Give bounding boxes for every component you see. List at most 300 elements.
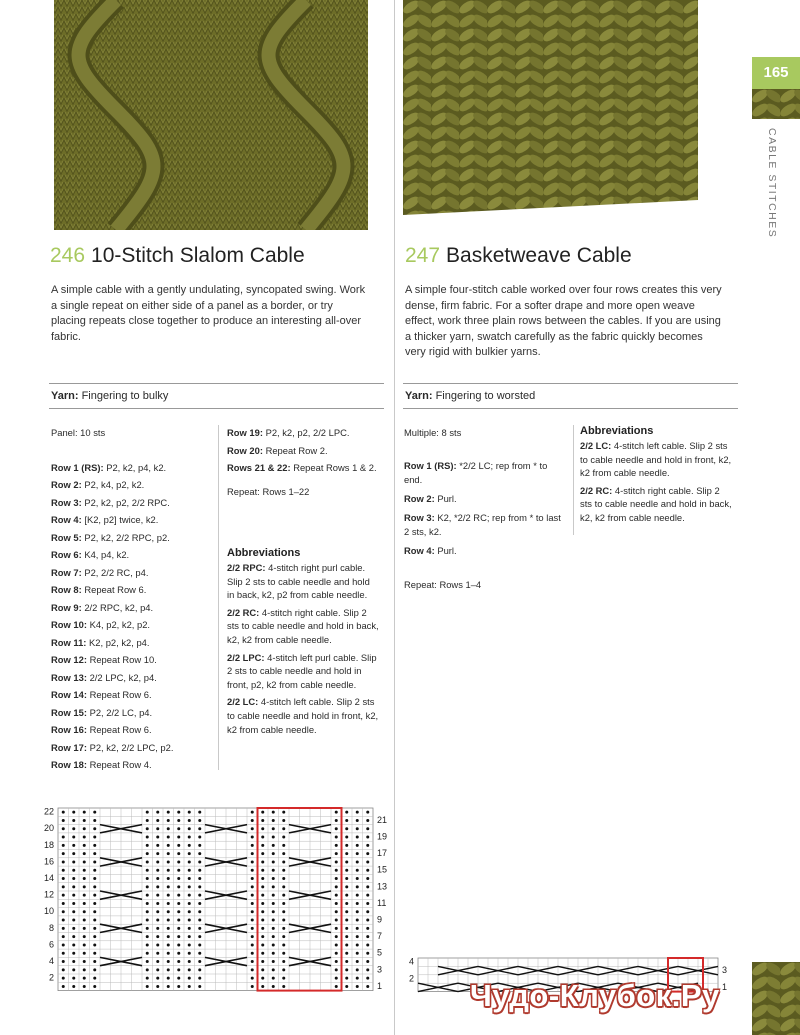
pattern-247-abbreviations [580,425,732,529]
purl-dot [83,919,86,922]
purl-dot [177,852,180,855]
purl-dot [93,894,96,897]
purl-dot [177,827,180,830]
purl-dot [177,977,180,980]
purl-dot [335,860,338,863]
purl-dot [282,819,285,822]
row-instructions [51,459,211,774]
purl-dot [251,894,254,897]
row-label: Row 18: [51,759,87,770]
purl-dot [146,827,149,830]
purl-dot [156,977,159,980]
purl-dot [272,860,275,863]
purl-dot [251,869,254,872]
purl-dot [146,836,149,839]
purl-dot [188,894,191,897]
purl-dot [72,910,75,913]
purl-dot [345,927,348,930]
purl-dot [62,827,65,830]
purl-dot [72,952,75,955]
purl-dot [335,869,338,872]
purl-dot [198,894,201,897]
purl-dot [282,985,285,988]
pattern-247-yarn [403,383,738,409]
purl-dot [272,852,275,855]
purl-dot [345,860,348,863]
purl-dot [356,860,359,863]
purl-dot [177,869,180,872]
purl-dot [251,902,254,905]
purl-dot [93,836,96,839]
purl-dot [156,902,159,905]
purl-dot [356,902,359,905]
purl-dot [167,985,170,988]
purl-dot [366,985,369,988]
purl-dot [356,910,359,913]
purl-dot [93,935,96,938]
purl-dot [62,960,65,963]
yarn-label: Yarn: [405,390,433,402]
purl-dot [72,943,75,946]
purl-dot [156,827,159,830]
purl-dot [62,919,65,922]
purl-dot [188,927,191,930]
chart-row-number: 20 [43,823,54,834]
row-label: Row 12: [51,654,87,665]
row-label: Row 13: [51,671,87,683]
row-text: 2/2 LPC, k2, p4. [89,671,157,683]
abbreviation-term: 2/2 RPC: [227,562,266,573]
purl-dot [251,844,254,847]
purl-dot [272,977,275,980]
purl-dot [251,919,254,922]
purl-dot [146,935,149,938]
purl-dot [335,952,338,955]
pattern-247-name: Basketweave Cable [446,244,632,267]
purl-dot [93,968,96,971]
purl-dot [356,819,359,822]
instruction-row [404,544,564,558]
chart-row-number: 5 [377,947,383,958]
purl-dot [366,960,369,963]
instruction-row [51,564,211,582]
purl-dot [177,927,180,930]
purl-dot [167,960,170,963]
chart-row-number: 1 [377,980,383,991]
instruction-row [51,529,211,547]
row-text: P2, k2, 2/2 RPC, p2. [84,531,170,543]
purl-dot [177,877,180,880]
purl-dot [335,910,338,913]
purl-dot [156,910,159,913]
instruction-row [227,459,377,477]
purl-dot [366,819,369,822]
row-text: K2, *2/2 RC; rep from * to last 2 sts, k2. [404,511,561,537]
purl-dot [198,985,201,988]
pattern-247-description: A simple four-stitch cable worked over four rows creates this very dense, firm fabric. For a softer drape and more open weave effect, work three plain rows between the cables. If you are using a thicker yarn, swatch carefully as the fabric quickly becomes very rigid with bulkier yarns. [405,284,722,359]
purl-dot [251,819,254,822]
purl-dot [146,977,149,980]
row-text: Purl. [437,492,457,504]
purl-dot [83,910,86,913]
row-text: K4, p4, k2. [84,549,130,560]
purl-dot [62,902,65,905]
pattern-246-title [50,244,305,268]
chart-row-number: 3 [377,964,383,975]
purl-dot [72,927,75,930]
purl-dot [366,836,369,839]
purl-dot [345,885,348,888]
purl-dot [72,827,75,830]
row-text: P2, k2, 2/2 LPC, p2. [89,741,174,753]
purl-dot [72,819,75,822]
purl-dot [251,977,254,980]
purl-dot [366,844,369,847]
purl-dot [261,852,264,855]
instruction-row [51,634,211,652]
purl-dot [272,960,275,963]
instruction-row [227,442,377,460]
purl-dot [146,902,149,905]
purl-dot [198,852,201,855]
instruction-row [51,459,211,477]
purl-dot [282,852,285,855]
purl-dot [356,943,359,946]
purl-dot [146,811,149,814]
purl-dot [261,869,264,872]
instruction-row [404,459,564,487]
purl-dot [198,919,201,922]
purl-dot [146,860,149,863]
chart-row-number: 4 [408,956,414,967]
purl-dot [93,852,96,855]
purl-dot [93,952,96,955]
instruction-row [51,494,211,512]
chart-row-number: 18 [43,839,54,850]
abbreviation-definition: 4-stitch left purl cable. Slip 2 sts to cable needle and hold in front, p2, k2 from cable needle. [227,651,377,690]
purl-dot [345,827,348,830]
purl-dot [177,919,180,922]
purl-dot [198,960,201,963]
purl-dot [261,811,264,814]
corner-swatch-image [752,962,800,1035]
purl-dot [72,968,75,971]
purl-dot [345,869,348,872]
purl-dot [251,952,254,955]
instruction-row [51,651,211,669]
purl-dot [93,877,96,880]
row-label: Row 3: [404,511,435,523]
purl-dot [188,935,191,938]
purl-dot [93,977,96,980]
purl-dot [93,844,96,847]
chart-row-number: 7 [377,931,383,942]
chart-row-number: 19 [377,831,388,842]
purl-dot [251,943,254,946]
purl-dot [198,935,201,938]
purl-dot [146,894,149,897]
purl-dot [345,910,348,913]
purl-dot [251,885,254,888]
purl-dot [72,985,75,988]
row-label: Row 5: [51,531,82,543]
purl-dot [272,952,275,955]
purl-dot [167,910,170,913]
instruction-row [51,669,211,687]
purl-dot [261,952,264,955]
row-text: P2, 2/2 RC, p4. [84,566,149,578]
abbreviation-entry [580,439,732,480]
purl-dot [261,927,264,930]
purl-dot [198,952,201,955]
purl-dot [345,943,348,946]
purl-dot [335,885,338,888]
purl-dot [83,935,86,938]
purl-dot [366,860,369,863]
abbreviation-definition: 4-stitch right purl cable. Slip 2 sts to cable needle and hold in back, k2, p2 from cable needle. [227,562,370,601]
purl-dot [72,811,75,814]
purl-dot [188,827,191,830]
row-label: Row 4: [404,544,435,556]
purl-dot [335,919,338,922]
purl-dot [282,877,285,880]
abbreviation-entry [227,651,379,692]
purl-dot [272,869,275,872]
purl-dot [335,985,338,988]
purl-dot [93,902,96,905]
purl-dot [198,869,201,872]
row-label: Row 1 (RS): [51,461,104,473]
purl-dot [356,877,359,880]
purl-dot [62,885,65,888]
yarn-value: Fingering to worsted [435,390,536,402]
purl-dot [282,935,285,938]
purl-dot [366,811,369,814]
purl-dot [167,836,170,839]
pattern-246-rows-right [227,424,377,500]
purl-dot [356,869,359,872]
purl-dot [146,844,149,847]
purl-dot [83,869,86,872]
purl-dot [83,885,86,888]
instruction-row [51,686,211,704]
purl-dot [272,844,275,847]
purl-dot [356,919,359,922]
purl-dot [345,819,348,822]
purl-dot [167,827,170,830]
row-text: 2/2 RPC, k2, p4. [84,601,154,613]
purl-dot [167,844,170,847]
purl-dot [272,927,275,930]
purl-dot [335,844,338,847]
purl-dot [156,885,159,888]
purl-dot [366,877,369,880]
purl-dot [335,960,338,963]
abbreviation-entry [227,695,379,736]
row-text: P2, 2/2 LC, p4. [89,706,153,718]
purl-dot [261,860,264,863]
purl-dot [62,869,65,872]
chart-row-number: 22 [43,806,54,817]
purl-dot [83,877,86,880]
purl-dot [146,960,149,963]
purl-dot [167,968,170,971]
purl-dot [282,977,285,980]
purl-dot [282,960,285,963]
row-label: Row 1 (RS): [404,459,457,471]
pattern-246-description: A simple cable with a gently undulating, syncopated swing. Work a single repeat on either side of a panel as a border, or try placing repeats close together to produce an interesting all-over fabric. [51,284,366,343]
chart-row-number: 16 [43,856,54,867]
purl-dot [156,894,159,897]
purl-dot [72,977,75,980]
purl-dot [335,852,338,855]
row-text: K4, p2, k2, p2. [89,619,151,630]
repeat-rows: Repeat: Rows 1–22 [227,485,310,497]
purl-dot [72,902,75,905]
purl-dot [156,811,159,814]
purl-dot [93,827,96,830]
row-instructions-cont [227,424,377,477]
purl-dot [366,902,369,905]
purl-dot [335,827,338,830]
purl-dot [356,985,359,988]
purl-dot [261,985,264,988]
purl-dot [261,977,264,980]
purl-dot [156,935,159,938]
abbreviation-term: 2/2 RC: [227,606,260,618]
instruction-row [51,704,211,722]
row-text: Repeat Row 6. [89,689,152,700]
pattern-247-rows [404,424,564,593]
purl-dot [62,877,65,880]
purl-dot [62,844,65,847]
purl-dot [83,894,86,897]
purl-dot [188,910,191,913]
purl-dot [146,927,149,930]
purl-dot [198,811,201,814]
section-label: CABLE STITCHES [766,128,778,239]
purl-dot [261,885,264,888]
purl-dot [356,927,359,930]
purl-dot [83,819,86,822]
purl-dot [345,952,348,955]
row-text: Purl. [437,544,457,556]
abbreviation-entry [227,561,379,602]
purl-dot [156,968,159,971]
chart-row-number: 2 [408,973,414,984]
purl-dot [188,844,191,847]
purl-dot [251,910,254,913]
instruction-row [51,581,211,599]
row-label: Row 4: [51,514,82,525]
purl-dot [62,852,65,855]
purl-dot [261,819,264,822]
purl-dot [261,910,264,913]
purl-dot [282,952,285,955]
purl-dot [156,960,159,963]
instruction-row [51,756,211,774]
purl-dot [356,968,359,971]
purl-dot [251,927,254,930]
purl-dot [366,952,369,955]
purl-dot [167,977,170,980]
purl-dot [188,985,191,988]
purl-dot [272,985,275,988]
row-text: P2, k4, p2, k2. [84,479,145,490]
purl-dot [335,943,338,946]
yarn-value: Fingering to bulky [81,390,169,402]
purl-dot [366,852,369,855]
slalom-cable-chart [40,802,400,994]
row-text: Repeat Rows 1 & 2. [293,462,377,473]
purl-dot [177,960,180,963]
purl-dot [282,869,285,872]
purl-dot [93,860,96,863]
purl-dot [83,852,86,855]
purl-dot [177,968,180,971]
pattern-247-number: 247 [405,244,441,267]
purl-dot [282,910,285,913]
abbreviation-definition: 4-stitch right cable. Slip 2 sts to cable needle and hold in back, k2, k2 from cable needle. [227,606,379,645]
purl-dot [93,927,96,930]
purl-dot [272,819,275,822]
purl-dot [72,894,75,897]
purl-dot [335,968,338,971]
purl-dot [251,960,254,963]
repeat-rows: Repeat: Rows 1–4 [404,578,482,590]
abbreviation-entry [580,484,732,525]
purl-dot [146,910,149,913]
purl-dot [83,836,86,839]
purl-dot [146,952,149,955]
purl-dot [146,919,149,922]
purl-dot [188,968,191,971]
row-label: Row 19: [227,427,263,438]
purl-dot [188,819,191,822]
purl-dot [177,811,180,814]
row-label: Row 16: [51,724,87,735]
purl-dot [345,935,348,938]
purl-dot [62,894,65,897]
purl-dot [167,927,170,930]
chart-row-number: 9 [377,914,383,925]
purl-dot [282,902,285,905]
purl-dot [146,885,149,888]
purl-dot [251,852,254,855]
purl-dot [72,869,75,872]
purl-dot [345,844,348,847]
purl-dot [62,968,65,971]
purl-dot [167,852,170,855]
purl-dot [167,869,170,872]
purl-dot [156,877,159,880]
purl-dot [282,827,285,830]
row-label: Row 11: [51,636,87,648]
purl-dot [261,894,264,897]
purl-dot [167,894,170,897]
purl-dot [356,811,359,814]
instruction-row [51,476,211,494]
abbreviation-definition: 4-stitch left cable. Slip 2 sts to cable needle and hold in front, k2, k2 from cable needle. [227,696,379,735]
purl-dot [356,960,359,963]
purl-dot [366,968,369,971]
chart-row-number: 14 [43,873,54,884]
purl-dot [261,827,264,830]
purl-dot [282,894,285,897]
purl-dot [156,869,159,872]
purl-dot [366,927,369,930]
basketweave-cable-swatch-photo [403,0,698,230]
